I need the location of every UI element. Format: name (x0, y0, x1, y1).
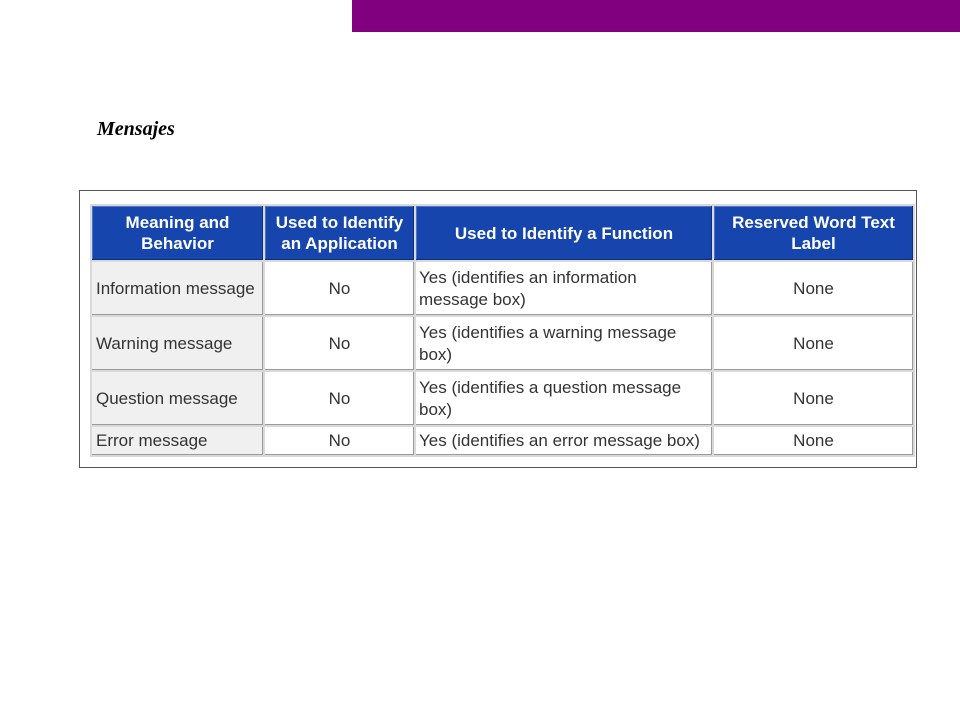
cell-meaning: Warning message (91, 316, 264, 371)
cell-application: No (264, 371, 415, 426)
table-row (91, 426, 914, 456)
cell-meaning: Question message (91, 371, 264, 426)
slide-title: Mensajes (97, 118, 175, 140)
cell-function: Yes (identifies an error message box) (415, 426, 713, 456)
accent-bar (352, 0, 960, 32)
cell-meaning: Information message (91, 261, 264, 316)
cell-reserved-label: None (713, 426, 914, 456)
cell-reserved-label: None (713, 261, 914, 316)
header-identify-function: Used to Identify a Function (415, 205, 713, 261)
cell-application: No (264, 261, 415, 316)
cell-reserved-label: None (713, 371, 914, 426)
cell-function: Yes (identifies a warning message box) (415, 316, 713, 371)
table-frame (79, 190, 917, 468)
table-row (91, 261, 914, 316)
table-header-row (91, 205, 914, 261)
cell-function: Yes (identifies an information message box) (415, 261, 713, 316)
cell-application: No (264, 316, 415, 371)
header-reserved-word-label: Reserved Word Text Label (713, 205, 914, 261)
header-meaning-behavior: Meaning and Behavior (91, 205, 264, 261)
table-row (91, 316, 914, 371)
cell-meaning: Error message (91, 426, 264, 456)
header-identify-application: Used to Identify an Application (264, 205, 415, 261)
message-types-table (90, 204, 915, 457)
cell-reserved-label: None (713, 316, 914, 371)
cell-application: No (264, 426, 415, 456)
table-row (91, 371, 914, 426)
cell-function: Yes (identifies a question message box) (415, 371, 713, 426)
